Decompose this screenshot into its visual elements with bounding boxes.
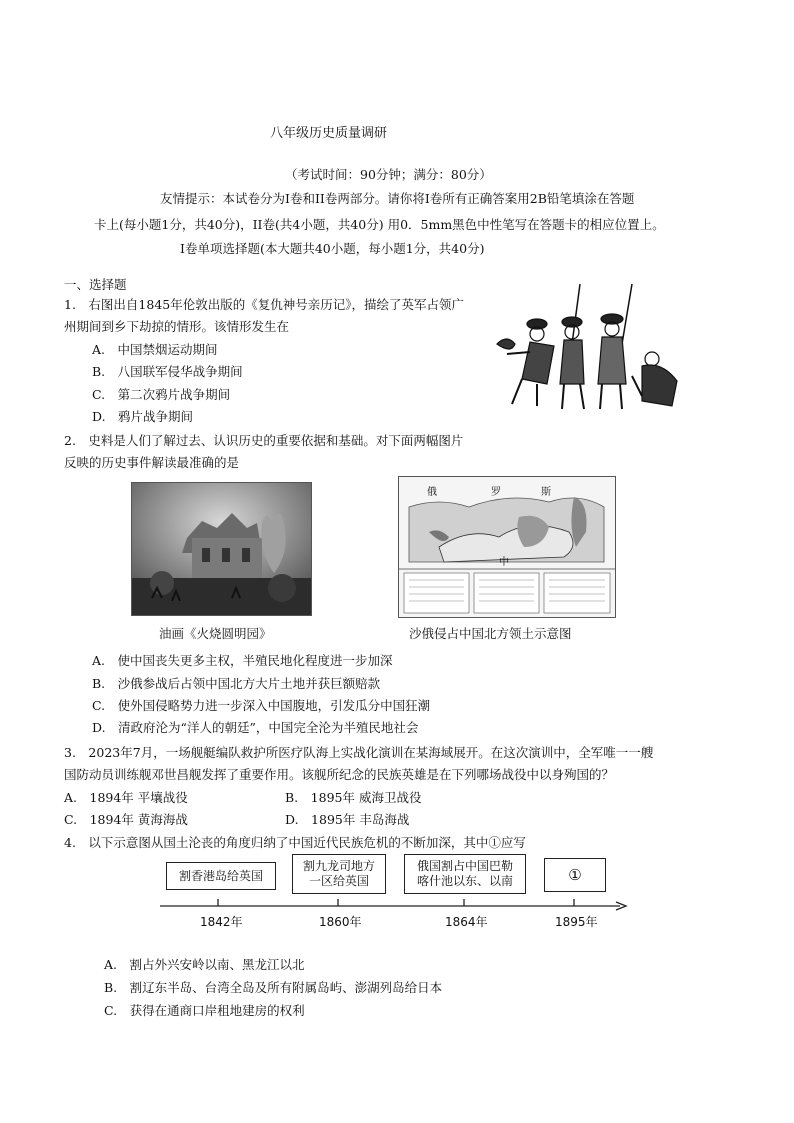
timeline-event-1842 <box>166 862 276 890</box>
timeline-event-1895 <box>544 858 606 892</box>
q2-option-d: D. 清政府沦为“洋人的朝廷”，中国完全沦为半殖民地社会 <box>92 720 419 735</box>
timeline-year-1860: 1860年 <box>319 915 362 929</box>
russia-occupation-map <box>398 476 616 618</box>
timeline-event-1895-label: ① <box>568 865 582 884</box>
timeline-event-1860 <box>292 854 386 894</box>
map-label-russia-1: 俄 <box>427 487 437 498</box>
q1-stem-line-1: 1. 右图出自1845年伦敦出版的《复仇神号亲历记》，描绘了英军占领广 <box>64 297 464 312</box>
q3-stem-line-2: 国防动员训练舰邓世昌舰发挥了重要作用。该舰所纪念的民族英雄是在下列哪场战役中以身殉国的？ <box>64 767 615 782</box>
q4-option-b: B. 割辽东半岛、台湾全岛及所有附属岛屿、澎湖列岛给日本 <box>104 980 443 995</box>
q2-option-b: B. 沙俄参战后占领中国北方大片土地并获巨额赔款 <box>92 676 381 691</box>
q2-stem-line-2: 反映的历史事件解读最准确的是 <box>64 455 240 470</box>
q3-stem-line-1: 3. 2023年7月，一场舰艇编队救护所医疗队海上实战化演训在某海域展开。在这次演训中，全军唯一一艘 <box>64 745 654 760</box>
timeline-event-1860-label: 割九龙司地方 一区给英国 <box>302 859 375 888</box>
q1-option-c: C. 第二次鸦片战争期间 <box>92 387 231 402</box>
q1-option-d: D. 鸦片战争期间 <box>92 409 194 424</box>
q3-option-a: A. 1894年 平壤战役 <box>64 790 188 805</box>
looting-soldiers-illustration <box>492 284 687 414</box>
caption-map: 沙俄侵占中国北方领土示意图 <box>409 626 572 641</box>
map-label-russia-2: 罗 <box>491 487 501 498</box>
burning-yuanmingyuan-painting <box>131 482 312 616</box>
q1-stem-line-2: 州期间到乡下劫掠的情形。该情形发生在 <box>64 319 290 334</box>
q3-option-c: C. 1894年 黄海海战 <box>64 812 188 827</box>
timeline-year-1895: 1895年 <box>555 915 598 929</box>
q2-stem-line-1: 2. 史料是人们了解过去、认识历史的重要依据和基础。对下面两幅图片 <box>64 433 464 448</box>
page-title: 八年级历史质量调研 <box>270 126 388 141</box>
tip-line-2: 卡上(每小题1分，共40分)，II卷(共4小题，共40分) 用0．5mm黑色中性笔写在答题卡的相应位置上。 <box>94 217 665 232</box>
caption-painting: 油画《火烧圆明园》 <box>159 626 272 641</box>
timeline-year-1842: 1842年 <box>200 915 243 929</box>
timeline-event-1864 <box>404 854 526 894</box>
q4-option-c: C. 获得在通商口岸租地建房的权利 <box>104 1003 305 1018</box>
part1-heading: Ⅰ卷单项选择题(本大题共40小题，每小题1分，共40分) <box>180 241 485 256</box>
timeline-event-1864-label: 俄国割占中国巴勒 喀什池以东、以南 <box>416 859 513 888</box>
section-title: 一、选择题 <box>64 277 127 292</box>
q1-option-b: B. 八国联军侵华战争期间 <box>92 364 243 379</box>
q3-option-d: D. 1895年 丰岛海战 <box>285 812 410 827</box>
map-label-china: 中 <box>499 557 509 568</box>
timeline-event-1842-label: 割香港岛给英国 <box>178 868 263 883</box>
exam-info: （考试时间：90分钟；满分：80分） <box>285 167 492 182</box>
map-label-russia-3: 斯 <box>541 487 551 498</box>
q4-stem-line-1: 4. 以下示意图从国土沦丧的角度归纳了中国近代民族危机的不断加深，其中①应写 <box>64 835 526 850</box>
q2-option-c: C. 使外国侵略势力进一步深入中国腹地，引发瓜分中国狂潮 <box>92 698 431 713</box>
q3-option-b: B. 1895年 威海卫战役 <box>285 790 422 805</box>
q1-option-a: A. 中国禁烟运动期间 <box>92 342 218 357</box>
q4-option-a: A. 割占外兴安岭以南、黑龙江以北 <box>104 957 305 972</box>
timeline-year-1864: 1864年 <box>445 915 488 929</box>
tip-line-1: 友情提示：本试卷分为Ⅰ卷和II卷两部分。请你将Ⅰ卷所有正确答案用2B铅笔填涂在答题 <box>160 191 635 206</box>
q2-option-a: A. 使中国丧失更多主权，半殖民地化程度进一步加深 <box>92 653 393 668</box>
